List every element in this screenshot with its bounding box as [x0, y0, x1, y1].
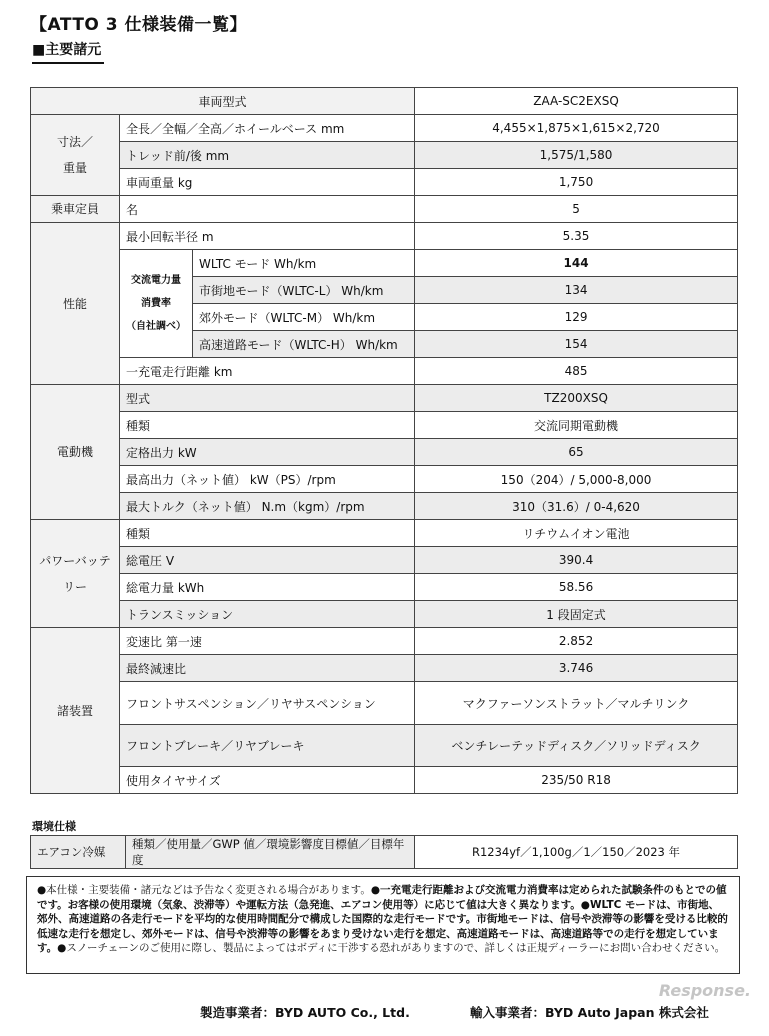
row-value: 58.56 [415, 574, 738, 601]
motor-category: 電動機 [31, 385, 120, 520]
row-value: R1234yf／1,100g／1／150／2023 年 [415, 836, 738, 869]
category-line: リー [62, 579, 87, 594]
row-value: 1 段固定式 [415, 601, 738, 628]
performance-category: 性能 [31, 223, 120, 385]
row-value: 129 [415, 304, 738, 331]
row-label: 市街地モード（WLTC-L） Wh/km [193, 277, 415, 304]
spec-table [30, 87, 738, 794]
row-value: 485 [415, 358, 738, 385]
row-label: フロントサスペンション／リヤサスペンション [120, 682, 415, 725]
consumption-subcategory [120, 250, 193, 358]
row-value: 交流同期電動機 [415, 412, 738, 439]
table-row [31, 142, 738, 169]
model-value: ZAA-SC2EXSQ [415, 88, 738, 115]
table-row [31, 466, 738, 493]
table-row [31, 725, 738, 767]
row-value: リチウムイオン電池 [415, 520, 738, 547]
row-label: 総電圧 V [120, 547, 415, 574]
row-label: 高速道路モード（WLTC-H） Wh/km [193, 331, 415, 358]
table-row [31, 836, 738, 869]
category-line: 重量 [62, 161, 87, 175]
row-label: 車両重量 kg [120, 169, 415, 196]
table-row [31, 767, 738, 794]
table-row [31, 88, 738, 115]
note-text: ●スノーチェーンのご使用に際し、製品によってはボディに干渉する恐れがありますので、詳しくは正規ディーラーにお問い合わせください。 [57, 942, 726, 954]
category-line: 寸法／ [56, 135, 93, 149]
battery-category [31, 520, 120, 628]
row-label: 総電力量 kWh [120, 574, 415, 601]
env-table [30, 835, 738, 869]
row-label: フロントブレーキ／リヤブレーキ [120, 725, 415, 767]
table-row [31, 412, 738, 439]
row-value: 5 [415, 196, 738, 223]
row-label: 郊外モード（WLTC-M） Wh/km [193, 304, 415, 331]
row-label: トレッド前/後 mm [120, 142, 415, 169]
row-label: 型式 [120, 385, 415, 412]
row-label: 最小回転半径 m [120, 223, 415, 250]
note-text: ●本仕様・主要装備・諸元などは予告なく変更される場合があります。 [37, 884, 371, 896]
row-value: 134 [415, 277, 738, 304]
subcategory-line: （自社調べ） [126, 321, 186, 332]
table-row [31, 169, 738, 196]
table-row [31, 574, 738, 601]
notes-box [26, 876, 740, 974]
table-row [31, 358, 738, 385]
table-row [31, 115, 738, 142]
table-row [31, 439, 738, 466]
row-label: 定格出力 kW [120, 439, 415, 466]
section-heading: ■主要諸元 [32, 42, 102, 58]
note-text-bold: ●一充電走行距離および交流電力消費率は定められた試験条件のもとでの値です。お客様の使用環境（気象、渋滞等）や運転方法（急発進、エアコン使用等）に応じて値は大きく異なります。●WLTC モードは、市街地、郊外、高速道路の各走行モードを平均的な使用時間配分で構成した国際的な走行モードです。市街地モードは、信号や渋滞等の影響を受ける比較的低速な走行を想定し、郊外モードは、信号や渋滞等の影響をあまり受けない走行を想定、高速道路モードは、高速道路等での走行を想定しています。 [37, 884, 728, 954]
row-value: 390.4 [415, 547, 738, 574]
table-row [31, 493, 738, 520]
row-label: 使用タイヤサイズ [120, 767, 415, 794]
table-row [31, 250, 738, 277]
table-row [31, 385, 738, 412]
row-value: 1,750 [415, 169, 738, 196]
table-row [31, 628, 738, 655]
row-label: 種類／使用量／GWP 値／環境影響度目標値／目標年度 [126, 836, 415, 869]
row-value: ベンチレーテッドディスク／ソリッドディスク [415, 725, 738, 767]
row-label: 全長／全幅／全高／ホイールベース mm [120, 115, 415, 142]
row-value: 235/50 R18 [415, 767, 738, 794]
row-value: 65 [415, 439, 738, 466]
table-row [31, 223, 738, 250]
row-label: 最高出力（ネット値） kW（PS）/rpm [120, 466, 415, 493]
row-value: マクファーソンストラット／マルチリンク [415, 682, 738, 725]
row-label: 名 [120, 196, 415, 223]
row-label: 最大トルク（ネット値） N.m（kgm）/rpm [120, 493, 415, 520]
row-label: トランスミッション [120, 601, 415, 628]
maker-text: 製造事業者：BYD AUTO Co., Ltd. [200, 1005, 410, 1020]
capacity-category: 乗車定員 [31, 196, 120, 223]
watermark-logo: Response. [658, 981, 751, 1000]
row-value: 3.746 [415, 655, 738, 682]
row-value: 2.852 [415, 628, 738, 655]
table-row [31, 520, 738, 547]
subcategory-line: 消費率 [141, 298, 171, 309]
row-value: 150（204）/ 5,000-8,000 [415, 466, 738, 493]
row-value: 5.35 [415, 223, 738, 250]
env-heading: 環境仕様 [32, 820, 76, 833]
env-category: エアコン冷媒 [31, 836, 126, 869]
row-label: 最終減速比 [120, 655, 415, 682]
subcategory-line: 交流電力量 [131, 275, 181, 286]
table-row [31, 682, 738, 725]
importer-text: 輸入事業者：BYD Auto Japan 株式会社 [470, 1005, 709, 1020]
page-title: 【ATTO 3 仕様装備一覧】 [30, 15, 248, 35]
heading-underline [32, 62, 104, 64]
table-row [31, 547, 738, 574]
table-row [31, 196, 738, 223]
equipment-category: 諸装置 [31, 628, 120, 794]
row-value: 310（31.6）/ 0-4,620 [415, 493, 738, 520]
category-line: パワーバッテ [39, 553, 111, 568]
row-value: 154 [415, 331, 738, 358]
table-row [31, 655, 738, 682]
row-value: 4,455×1,875×1,615×2,720 [415, 115, 738, 142]
row-value: 1,575/1,580 [415, 142, 738, 169]
row-value: TZ200XSQ [415, 385, 738, 412]
row-label: WLTC モード Wh/km [193, 250, 415, 277]
row-label: 変速比 第一速 [120, 628, 415, 655]
model-label: 車両型式 [31, 88, 415, 115]
row-label: 一充電走行距離 km [120, 358, 415, 385]
table-row [31, 601, 738, 628]
row-label: 種類 [120, 412, 415, 439]
row-label: 種類 [120, 520, 415, 547]
dimensions-category [31, 115, 120, 196]
row-value: 144 [415, 250, 738, 277]
